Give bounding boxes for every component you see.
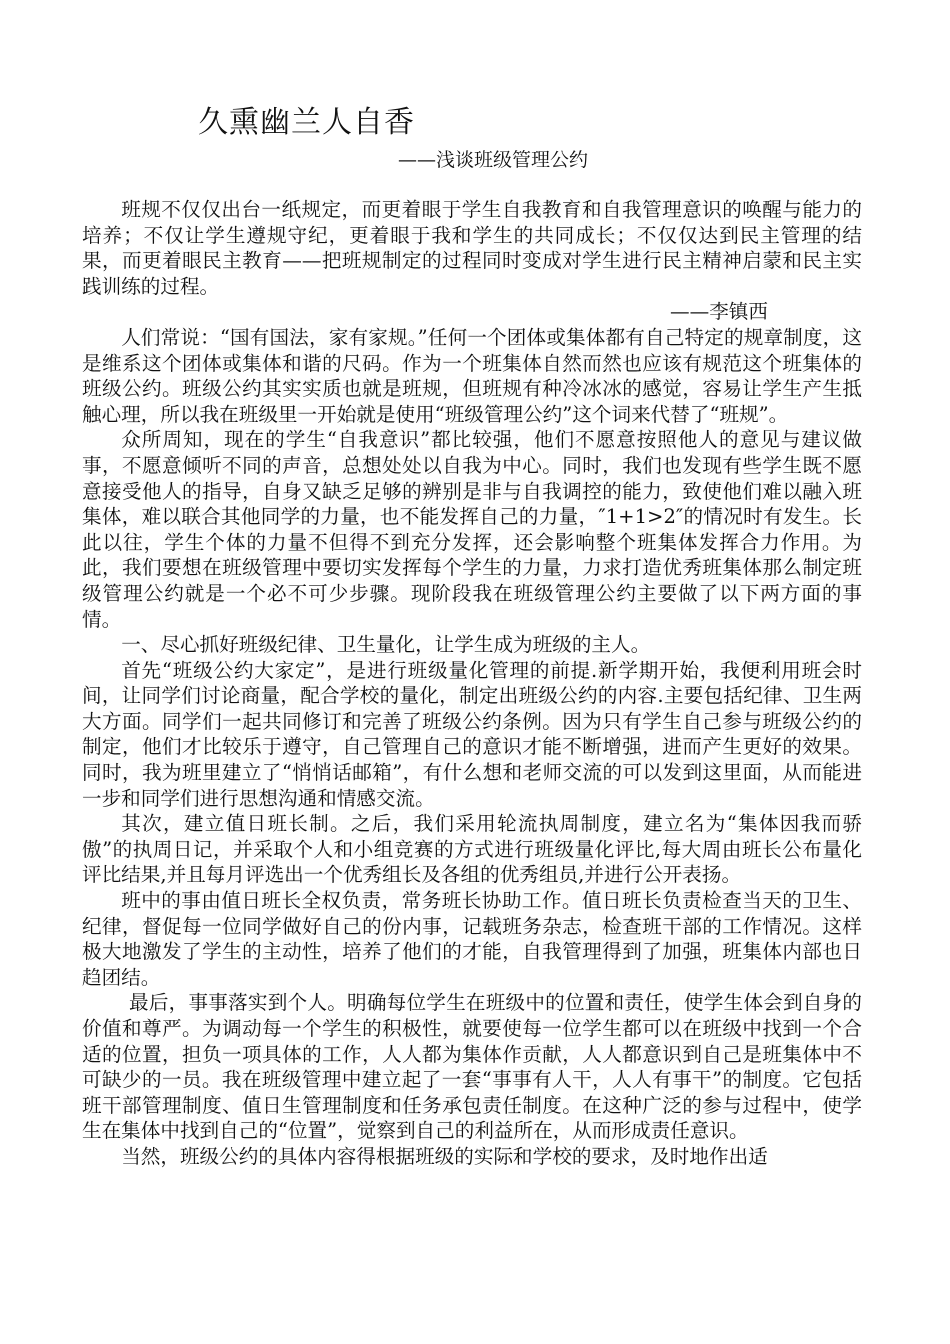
quote-paragraph: 班规不仅仅出台一纸规定，而更着眼于学生自我教育和自我管理意识的唤醒与能力的培养；不仅让学生遵规守纪，更着眼于我和学生的共同成长；不仅仅达到民主管理的结果，而更着眼民主教育——把班规制定的过程同时变成对学生进行民主精神启蒙和民主实践训练的过程。 <box>82 198 862 298</box>
body-paragraph: 其次，建立值日班长制。之后，我们采用轮流执周制度，建立名为“集体因我而骄傲”的执周日记，并采取个人和小组竞赛的方式进行班级量化评比,每大周由班长公布量化评比结果,并且每月评选出一个优秀组长及各组的优秀组员,并进行公开表扬。 <box>82 812 862 887</box>
body-paragraph: 人们常说：“国有国法，家有家规。”任何一个团体或集体都有自己特定的规章制度，这是维系这个团体或集体和谐的尺码。作为一个班集体自然而然也应该有规范这个班集体的班级公约。班级公约其实实质也就是班规，但班规有种冷冰冰的感觉，容易让学生产生抵触心理，所以我在班级里一开始就是使用“班级管理公约”这个词来代替了“班规”。 <box>82 325 862 426</box>
body-paragraph: 当然，班级公约的具体内容得根据班级的实际和学校的要求，及时地作出适 <box>121 1144 768 1168</box>
body-paragraph: 首先“班级公约大家定”，是进行班级量化管理的前提.新学期开始，我便利用班会时间，让同学们讨论商量，配合学校的量化，制定出班级公约的内容.主要包括纪律、卫生两大方面。同学们一起共同修订和完善了班级公约条例。因为只有学生自己参与班级公约的制定，他们才比较乐于遵守，自己管理自己的意识才能不断增强，进而产生更好的效果。同时，我为班里建立了“悄悄话邮箱”，有什么想和老师交流的可以发到这里面，从而能进一步和同学们进行思想沟通和情感交流。 <box>82 658 862 810</box>
document-title: 久熏幽兰人自香 <box>198 105 415 140</box>
section-heading: 一、尽心抓好班级纪律、卫生量化，让学生成为班级的主人。 <box>121 633 651 657</box>
body-paragraph: 众所周知，现在的学生“自我意识”都比较强，他们不愿意按照他人的意见与建议做事，不愿意倾听不同的声音，总想处处以自我为中心。同时，我们也发现有些学生既不愿意接受他人的指导，自身又缺乏足够的辨别是非与自我调控的能力，致使他们难以融入班集体，难以联合其他同学的力量，也不能发挥自己的力量，″1+1>2″的情况时有发生。长此以往，学生个体的力量不但得不到充分发挥，还会影响整个班集体发挥合力作用。为此，我们要想在班级管理中要切实发挥每个学生的力量，力求打造优秀班集体那么制定班级管理公约就是一个必不可少步骤。现阶段我在班级管理公约主要做了以下两方面的事情。 <box>82 428 862 631</box>
body-paragraph: 班中的事由值日班长全权负责，常务班长协助工作。值日班长负责检查当天的卫生、纪律，督促每一位同学做好自己的份内事，记载班务杂志，检查班干部的工作情况。这样极大地激发了学生的主动性，培养了他们的才能，自我管理得到了加强，班集体内部也日趋团结。 <box>82 889 862 989</box>
document-subtitle: ——浅谈班级管理公约 <box>398 149 589 171</box>
document-body <box>82 197 862 1170</box>
body-paragraph: 最后，事事落实到个人。明确每位学生在班级中的位置和责任，使学生体会到自身的价值和尊严。为调动每一个学生的积极性，就要使每一位学生都可以在班级中找到一个合适的位置，担负一项具体的工作，人人都为集体作贡献，人人都意识到自己是班集体中不可缺少的一员。我在班级管理中建立起了一套“事事有人干，人人有事干”的制度。它包括班干部管理制度、值日生管理制度和任务承包责任制度。在这种广泛的参与过程中，使学生在集体中找到自己的“位置”，觉察到自己的利益所在，从而形成责任意识。 <box>82 991 862 1143</box>
quote-attribution: ——李镇西 <box>670 300 768 324</box>
